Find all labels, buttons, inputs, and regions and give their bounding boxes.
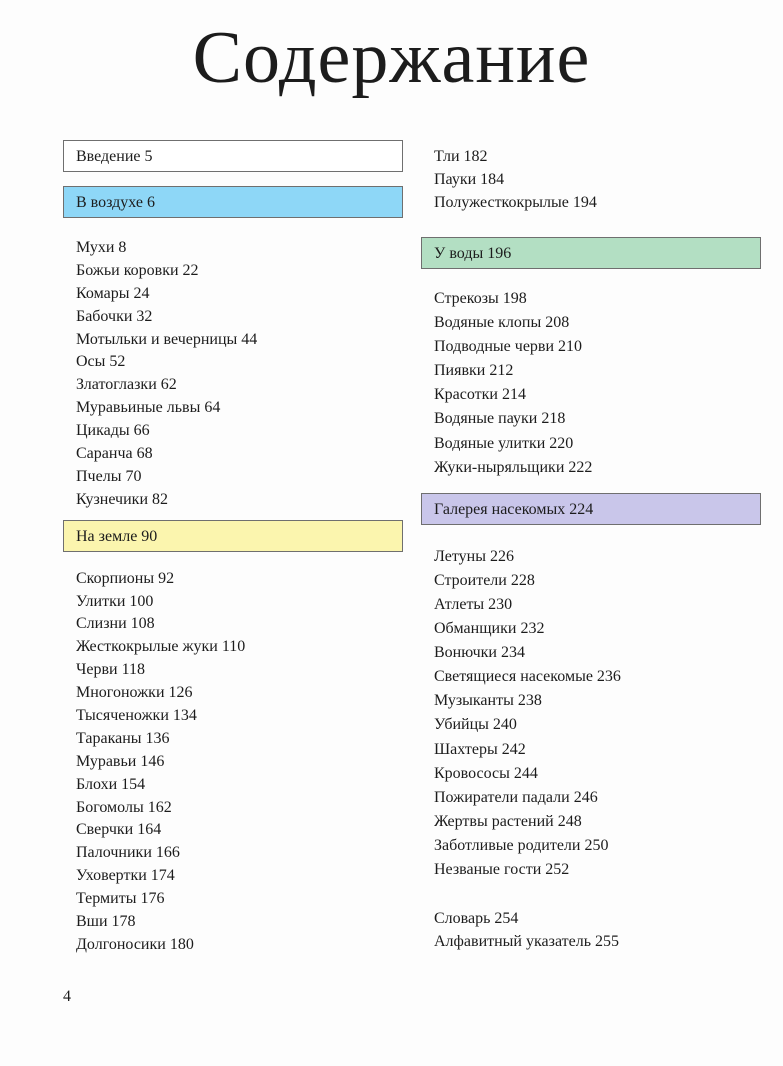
toc-entry[interactable]: Тараканы 136 — [76, 729, 170, 747]
toc-entry[interactable]: Полужесткокрылые 194 — [434, 194, 597, 211]
section-air-heading[interactable]: В воздухе 6 — [63, 186, 403, 218]
air-entries-list — [63, 237, 403, 512]
toc-right-column — [421, 145, 761, 953]
toc-entry[interactable]: Бабочки 32 — [76, 307, 153, 325]
toc-entry[interactable]: Жертвы растений 248 — [434, 812, 582, 830]
gallery-entries-list — [421, 545, 761, 882]
section-gallery-heading[interactable]: Галерея насекомых 224 — [421, 493, 761, 525]
section-ground-heading[interactable]: На земле 90 — [63, 520, 403, 552]
toc-entry[interactable]: Шахтеры 242 — [434, 740, 526, 758]
toc-entry[interactable]: Водяные пауки 218 — [434, 410, 566, 428]
toc-entry[interactable]: Убийцы 240 — [434, 716, 517, 734]
toc-entry[interactable]: Уховертки 174 — [76, 867, 175, 885]
toc-entry[interactable]: Вонючки 234 — [434, 644, 525, 662]
water-entries-list — [421, 287, 761, 480]
toc-entry[interactable]: Стрекозы 198 — [434, 290, 527, 307]
toc-entry[interactable]: Цикады 66 — [76, 422, 150, 440]
toc-entry[interactable]: Летуны 226 — [434, 547, 514, 565]
toc-entry[interactable]: Блохи 154 — [76, 775, 146, 793]
toc-entry[interactable]: Осы 52 — [76, 353, 126, 371]
toc-entry[interactable]: Атлеты 230 — [434, 595, 513, 613]
toc-entry[interactable]: Слизни 108 — [76, 615, 155, 633]
toc-entry[interactable]: Комары 24 — [76, 284, 150, 302]
toc-entry[interactable]: Сверчки 164 — [76, 821, 162, 839]
toc-entry[interactable]: Тли 182 — [434, 148, 488, 165]
toc-entry[interactable]: Кузнечики 82 — [76, 490, 168, 508]
section-water-heading[interactable]: У воды 196 — [421, 237, 761, 269]
toc-entry[interactable]: Мухи 8 — [76, 239, 127, 256]
toc-entry[interactable]: Мотыльки и вечерницы 44 — [76, 330, 258, 348]
toc-entry[interactable]: Черви 118 — [76, 661, 146, 679]
toc-entry[interactable]: Незваные гости 252 — [434, 860, 570, 878]
toc-entry[interactable]: Пиявки 212 — [434, 362, 514, 380]
toc-entry[interactable]: Муравьи 146 — [76, 752, 165, 770]
toc-entry[interactable]: Тысяченожки 134 — [76, 707, 197, 725]
toc-entry[interactable]: Алфавитный указатель 255 — [434, 933, 620, 951]
toc-entry[interactable]: Словарь 254 — [434, 910, 519, 928]
toc-entry[interactable]: Долгоносики 180 — [76, 935, 194, 953]
toc-entry[interactable]: Светящиеся насекомые 236 — [434, 668, 621, 686]
toc-entry[interactable]: Саранча 68 — [76, 445, 153, 463]
toc-entry[interactable]: Божьи коровки 22 — [76, 261, 199, 279]
toc-entry[interactable]: Жесткокрылые жуки 110 — [76, 638, 246, 656]
toc-left-column — [63, 140, 403, 957]
toc-entry[interactable]: Златоглазки 62 — [76, 376, 177, 394]
ground-entries-list — [63, 568, 403, 957]
section-intro[interactable]: Введение 5 — [63, 140, 403, 172]
toc-entry[interactable]: Кровососы 244 — [434, 764, 538, 782]
page-title: Содержание — [192, 17, 591, 99]
toc-entry[interactable]: Улитки 100 — [76, 592, 154, 610]
toc-entry[interactable]: Водяные клопы 208 — [434, 314, 570, 332]
toc-entry[interactable]: Муравьиные львы 64 — [76, 399, 221, 417]
toc-entry[interactable]: Заботливые родители 250 — [434, 836, 609, 854]
toc-entry[interactable]: Пауки 184 — [434, 171, 505, 188]
toc-entry[interactable]: Подводные черви 210 — [434, 338, 583, 356]
toc-entry[interactable]: Палочники 166 — [76, 844, 180, 862]
page-number: 4 — [63, 988, 71, 1005]
toc-entry[interactable]: Вши 178 — [76, 913, 136, 931]
toc-entry[interactable]: Строители 228 — [434, 571, 535, 589]
end-matter-list — [421, 907, 761, 953]
toc-entry[interactable]: Многоножки 126 — [76, 684, 193, 702]
toc-entry[interactable]: Пожиратели падали 246 — [434, 788, 598, 806]
toc-entry[interactable]: Красотки 214 — [434, 386, 526, 404]
toc-entry[interactable]: Скорпионы 92 — [76, 569, 175, 587]
toc-entry[interactable]: Обманщики 232 — [434, 620, 545, 638]
toc-entry[interactable]: Музыканты 238 — [434, 692, 542, 710]
toc-entry[interactable]: Богомолы 162 — [76, 798, 172, 816]
ground-continued-list — [421, 145, 761, 214]
toc-entry[interactable]: Термиты 176 — [76, 890, 165, 908]
toc-entry[interactable]: Пчелы 70 — [76, 467, 142, 485]
toc-entry[interactable]: Водяные улитки 220 — [434, 434, 574, 452]
toc-entry[interactable]: Жуки-ныряльщики 222 — [434, 458, 593, 476]
